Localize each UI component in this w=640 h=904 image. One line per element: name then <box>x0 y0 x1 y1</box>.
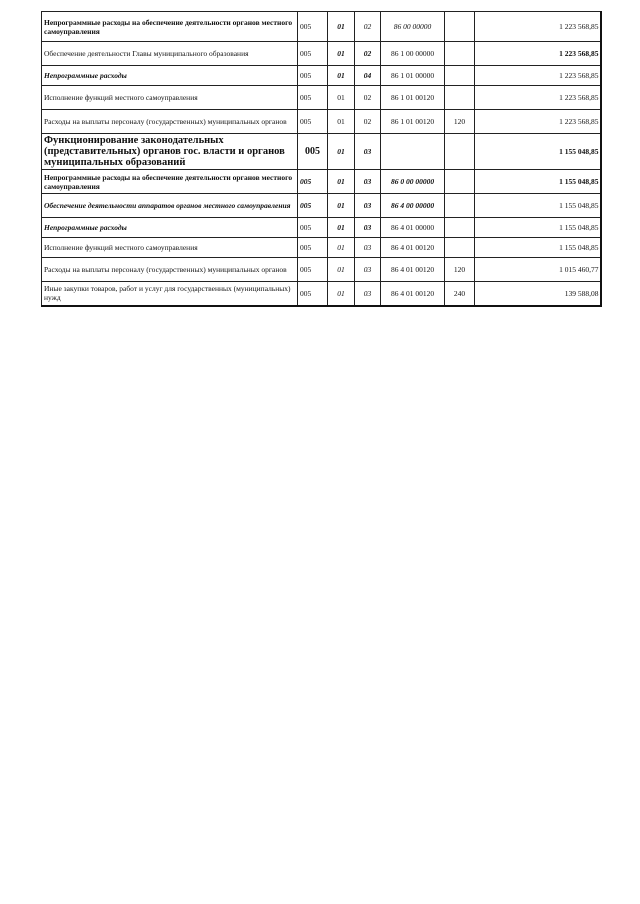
row-section: 01 <box>328 110 355 134</box>
row-admin-code: 005 <box>298 258 328 282</box>
row-expense-type <box>445 218 475 238</box>
table-row <box>42 12 601 42</box>
row-target-article <box>381 134 445 170</box>
row-name: Непрограммные расходы <box>42 66 298 86</box>
row-target-article: 86 1 01 00120 <box>381 110 445 134</box>
row-subsection: 02 <box>355 12 381 42</box>
row-amount: 1 015 460,77 <box>475 258 601 282</box>
row-section: 01 <box>328 258 355 282</box>
row-name: Обеспечение деятельности Главы муниципального образования <box>42 42 298 66</box>
table-row <box>42 134 601 170</box>
row-name: Расходы на выплаты персоналу (государственных) муниципальных органов <box>42 258 298 282</box>
row-section: 01 <box>328 282 355 306</box>
row-name: Непрограммные расходы на обеспечение деятельности органов местного самоуправления <box>42 12 298 42</box>
row-subsection: 03 <box>355 194 381 218</box>
table-row <box>42 194 601 218</box>
row-name: Иные закупки товаров, работ и услуг для государственных (муниципальных) нужд <box>42 282 298 306</box>
table-row <box>42 86 601 110</box>
row-subsection: 03 <box>355 134 381 170</box>
row-section: 01 <box>328 134 355 170</box>
table-row <box>42 282 601 306</box>
row-amount: 1 155 048,85 <box>475 170 601 194</box>
row-section: 01 <box>328 42 355 66</box>
row-section: 01 <box>328 86 355 110</box>
row-name: Исполнение функций местного самоуправления <box>42 86 298 110</box>
row-name: Обеспечение деятельности аппаратов органов местного самоуправления <box>42 194 298 218</box>
row-name: Исполнение функций местного самоуправления <box>42 238 298 258</box>
row-target-article: 86 1 01 00120 <box>381 86 445 110</box>
row-admin-code: 005 <box>298 218 328 238</box>
row-expense-type <box>445 238 475 258</box>
row-target-article: 86 4 01 00000 <box>381 218 445 238</box>
row-amount: 1 223 568,85 <box>475 12 601 42</box>
table-row <box>42 110 601 134</box>
row-expense-type <box>445 86 475 110</box>
row-admin-code: 005 <box>298 42 328 66</box>
row-admin-code: 005 <box>298 86 328 110</box>
row-target-article: 86 1 01 00000 <box>381 66 445 86</box>
row-name: Расходы на выплаты персоналу (государственных) муниципальных органов <box>42 110 298 134</box>
table-row <box>42 170 601 194</box>
row-expense-type <box>445 170 475 194</box>
row-target-article: 86 4 01 00120 <box>381 238 445 258</box>
row-amount: 1 223 568,85 <box>475 42 601 66</box>
row-subsection: 02 <box>355 86 381 110</box>
row-target-article: 86 1 00 00000 <box>381 42 445 66</box>
row-target-article: 86 4 01 00120 <box>381 258 445 282</box>
row-section: 01 <box>328 170 355 194</box>
row-target-article: 86 0 00 00000 <box>381 170 445 194</box>
row-subsection: 04 <box>355 66 381 86</box>
table-row <box>42 42 601 66</box>
row-subsection: 03 <box>355 170 381 194</box>
row-expense-type <box>445 134 475 170</box>
row-subsection: 03 <box>355 218 381 238</box>
row-admin-code: 005 <box>298 170 328 194</box>
row-admin-code: 005 <box>298 110 328 134</box>
row-section: 01 <box>328 12 355 42</box>
row-expense-type <box>445 42 475 66</box>
table-row <box>42 238 601 258</box>
row-name: Функционирование законодательных (представительных) органов гос. власти и органов муниципальных образований <box>42 134 298 170</box>
row-target-article: 86 00 00000 <box>381 12 445 42</box>
row-expense-type <box>445 66 475 86</box>
row-subsection: 03 <box>355 282 381 306</box>
row-admin-code: 005 <box>298 238 328 258</box>
row-section: 01 <box>328 194 355 218</box>
row-section: 01 <box>328 238 355 258</box>
row-admin-code: 005 <box>298 66 328 86</box>
table-row <box>42 66 601 86</box>
row-amount: 1 223 568,85 <box>475 66 601 86</box>
row-expense-type: 120 <box>445 110 475 134</box>
row-target-article: 86 4 00 00000 <box>381 194 445 218</box>
row-admin-code: 005 <box>298 134 328 170</box>
row-subsection: 03 <box>355 258 381 282</box>
table-row <box>42 258 601 282</box>
row-section: 01 <box>328 66 355 86</box>
row-expense-type: 120 <box>445 258 475 282</box>
row-section: 01 <box>328 218 355 238</box>
row-amount: 1 155 048,85 <box>475 238 601 258</box>
table-row <box>42 218 601 238</box>
row-admin-code: 005 <box>298 12 328 42</box>
row-expense-type <box>445 194 475 218</box>
row-amount: 1 155 048,85 <box>475 218 601 238</box>
row-expense-type <box>445 12 475 42</box>
row-subsection: 03 <box>355 238 381 258</box>
row-subsection: 02 <box>355 110 381 134</box>
row-admin-code: 005 <box>298 194 328 218</box>
row-expense-type: 240 <box>445 282 475 306</box>
row-subsection: 02 <box>355 42 381 66</box>
row-name: Непрограммные расходы <box>42 218 298 238</box>
row-amount: 1 223 568,85 <box>475 86 601 110</box>
row-target-article: 86 4 01 00120 <box>381 282 445 306</box>
row-amount: 1 223 568,85 <box>475 110 601 134</box>
budget-table <box>41 11 602 307</box>
row-amount: 1 155 048,85 <box>475 194 601 218</box>
row-admin-code: 005 <box>298 282 328 306</box>
row-name: Непрограммные расходы на обеспечение деятельности органов местного самоуправления <box>42 170 298 194</box>
row-amount: 139 588,08 <box>475 282 601 306</box>
row-amount: 1 155 048,85 <box>475 134 601 170</box>
